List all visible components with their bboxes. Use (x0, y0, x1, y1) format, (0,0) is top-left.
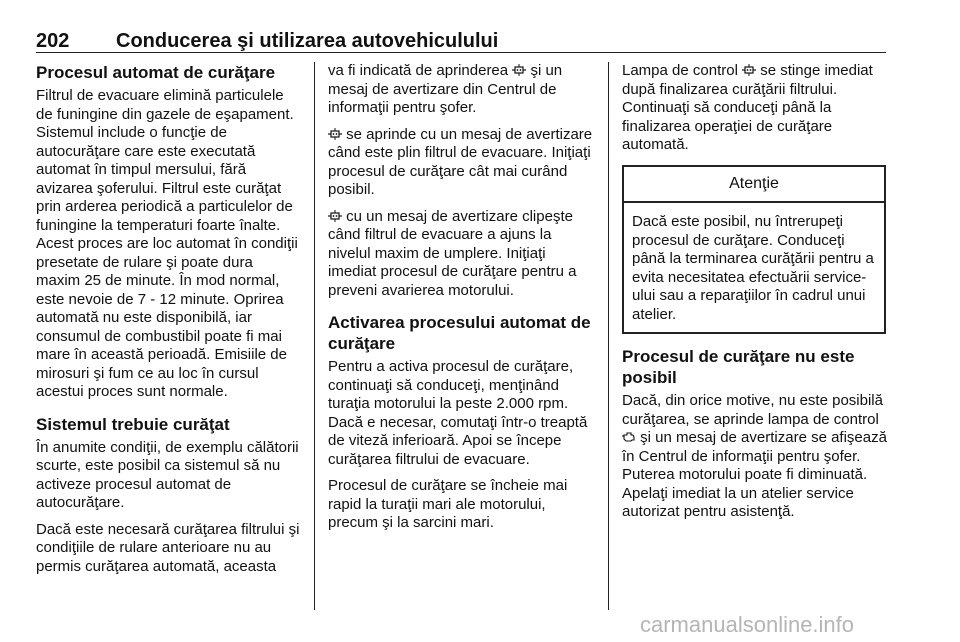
attention-title: Atenţie (624, 167, 884, 204)
exhaust-filter-icon (328, 210, 342, 222)
exhaust-filter-icon (512, 64, 526, 76)
column-3 (622, 62, 888, 530)
column-divider-1 (314, 62, 315, 610)
heading-cleaning-not-possible: Procesul de curăţare nu este posibil (622, 347, 855, 387)
attention-text: Dacă este posibil, nu întrerupeţi procesul de curăţare. Conduceţi până la terminarea curăţării pentru a evita necesitatea efectuării service-ului sau a reparaţiilor în cadrul unui atelier. (632, 213, 874, 323)
engine-check-icon (622, 431, 636, 443)
watermark: carmanualsonline.info (640, 612, 855, 637)
heading-system-needs-cleaning: Sistemul trebuie curăţat (36, 414, 230, 434)
heading-activation: Activarea procesului automat de curăţare (328, 313, 591, 353)
paragraph-indicator-1: va fi indicată de aprinderea şi un mesaj de avertizare din Centrul de informaţii pentru şofer. (328, 62, 563, 116)
page-number: 202 (36, 30, 70, 52)
heading-automatic-cleaning: Procesul automat de curăţare (36, 63, 276, 82)
page-header (36, 30, 886, 52)
chapter-title: Conducerea şi utilizarea autovehiculului (116, 30, 499, 52)
column-1 (36, 62, 300, 584)
column-2 (328, 62, 596, 541)
header-divider (36, 52, 886, 53)
paragraph-indicator-3: cu un mesaj de avertizare clipeşte când filtrul de evacuare a ajuns la nivelul maxim de umplere. Iniţiaţi imediat procesul de curăţare pentru a preveni avarierea motorului. (328, 207, 577, 299)
paragraph-cleaning-not-possible: Dacă, din orice motive, nu este posibilă curăţarea, se aprinde lampa de control şi un mesaj de avertizare se afişează în Centrul de informaţii pentru şofer. Puterea motorului poate fi diminuată. Apelaţi imediat la un atelier service autorizat pentru asistenţă. (622, 392, 887, 520)
paragraph-system-1: În anumite condiţii, de exemplu călătorii scurte, este posibil ca sistemul să nu activeze procesul automat de autocurăţare. (36, 438, 299, 511)
attention-box (622, 165, 886, 335)
paragraph-automatic-cleaning: Filtrul de evacuare elimină particulele de funingine din gazele de eşapament. Sistemul include o funcţie de autocurăţare care este executată automat în timpul mersului, fără avizarea şoferului. Filtrul este curăţat prin arderea periodică a particulelor de funingine la temperaturi foarte înalte. Acest proces are loc automat în condiţii presetate de rulare şi poate dura maxim 25 de minute. În mod normal, este nevoie de 7 - 12 minute. Oprirea automată nu este disponibilă, iar consumul de combustibil poate fi mai mare în această perioadă. Emisiile de mirosuri şi fum ce au loc în cursul acestui proces sunt normale. (36, 87, 298, 400)
paragraph-activation-1: Pentru a activa procesul de curăţare, continuaţi să conduceţi, menţinând turaţia motorului la peste 2.000 rpm. Dacă e necesar, comutaţi într-o treaptă de viteză inferioară. Apoi se începe curăţarea filtrului de evacuare. (328, 358, 588, 468)
paragraph-activation-2: Procesul de curăţare se încheie mai rapid la turaţii mari ale motorului, precum şi la sarcini mari. (328, 477, 568, 531)
paragraph-indicator-2: se aprinde cu un mesaj de avertizare când este plin filtrul de evacuare. Iniţiaţi procesul de curăţare cât mai curând posibil. (328, 125, 593, 198)
exhaust-filter-icon (328, 128, 342, 140)
paragraph-system-2: Dacă este necesară curăţarea filtrului şi condiţiile de rulare anterioare nu au permis curăţarea automată, aceasta (36, 520, 300, 575)
exhaust-filter-icon (742, 64, 756, 76)
column-divider-2 (608, 62, 609, 610)
paragraph-lamp-off: Lampa de control se stinge imediat după finalizarea curăţării filtrului. Continuaţi să conduceţi până la finalizarea operaţiei de curăţare automată. (622, 62, 873, 153)
